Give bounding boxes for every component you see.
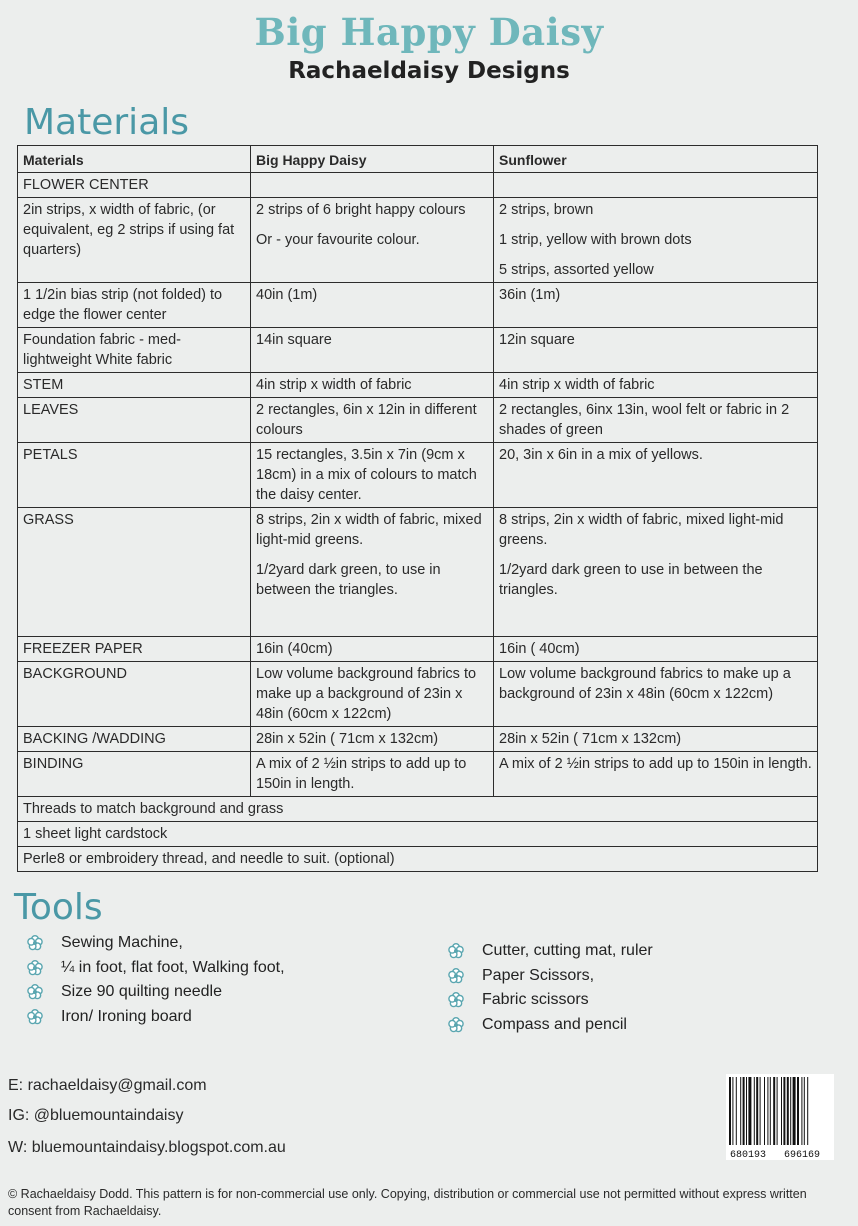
copyright-notice: © Rachaeldaisy Dodd. This pattern is for non-commercial use only. Copying, distribution or commercial use not permitted without express written consent from Rachaeldaisy. — [8, 1187, 807, 1218]
barcode-bar — [740, 1077, 741, 1145]
sunflower-value — [494, 198, 818, 283]
flower-icon — [448, 968, 464, 984]
flower-icon — [27, 984, 43, 1000]
tool-item — [27, 1005, 285, 1030]
material-item: PETALS — [18, 443, 251, 508]
tool-item — [27, 931, 285, 956]
daisy-value-line: 1/2yard dark green, to use in between the triangles. — [256, 562, 441, 598]
barcode-bar — [783, 1077, 785, 1145]
barcode-bar — [743, 1077, 745, 1145]
material-note: Perle8 or embroidery thread, and needle to suit. (optional) — [18, 847, 818, 872]
material-item: BINDING — [18, 752, 251, 797]
page-title: Big Happy Daisy — [254, 10, 604, 54]
material-item: Foundation fabric - med-lightweight White fabric — [18, 328, 251, 373]
material-item: 1 1/2in bias strip (not folded) to edge the flower center — [18, 283, 251, 328]
table-row — [18, 173, 818, 198]
column-header: Materials — [18, 146, 251, 173]
tool-label: Cutter, cutting mat, ruler — [482, 942, 653, 960]
material-item: STEM — [18, 373, 251, 398]
daisy-value — [251, 283, 494, 328]
barcode-bar — [746, 1077, 747, 1145]
material-item: FLOWER CENTER — [18, 173, 251, 198]
flower-icon — [27, 960, 43, 976]
barcode-bar — [732, 1077, 733, 1145]
tool-item — [448, 964, 653, 989]
sunflower-value — [494, 752, 818, 797]
sunflower-value-line: 36in (1m) — [499, 287, 561, 303]
tools-heading: Tools — [14, 887, 103, 928]
tool-label: Fabric scissors — [482, 991, 589, 1009]
tool-item — [448, 988, 653, 1013]
barcode-bar — [770, 1077, 771, 1145]
table-row — [18, 198, 818, 283]
daisy-value-line: Or - your favourite colour. — [256, 232, 420, 248]
sunflower-value — [494, 637, 818, 662]
flower-icon — [448, 1017, 464, 1033]
daisy-value — [251, 508, 494, 637]
table-row — [18, 752, 818, 797]
contact-website: W: bluemountaindaisy.blogspot.com.au — [8, 1139, 286, 1156]
sunflower-value-line: 5 strips, assorted yellow — [499, 262, 654, 278]
barcode-bar — [754, 1077, 755, 1145]
daisy-value — [251, 373, 494, 398]
barcode-bar — [764, 1077, 765, 1145]
daisy-value-line: 4in strip x width of fabric — [256, 377, 412, 393]
tool-label: Sewing Machine, — [61, 934, 183, 952]
barcode — [726, 1074, 834, 1160]
barcode-bar — [748, 1077, 751, 1145]
daisy-value-line: 2 rectangles, 6in x 12in in different colours — [256, 402, 477, 438]
contact-instagram: IG: @bluemountaindaisy — [8, 1107, 184, 1124]
table-header-row — [18, 146, 818, 173]
daisy-value — [251, 443, 494, 508]
material-item: BACKGROUND — [18, 662, 251, 727]
barcode-bar — [729, 1077, 731, 1145]
barcode-right-digits: 696169 — [784, 1150, 821, 1160]
barcode-bar — [790, 1077, 791, 1145]
daisy-value — [251, 198, 494, 283]
tool-label: Paper Scissors, — [482, 966, 595, 984]
column-header: Sunflower — [494, 146, 818, 173]
sunflower-value — [494, 328, 818, 373]
tools-list-right — [448, 939, 653, 1037]
table-row — [18, 443, 818, 508]
daisy-value — [251, 727, 494, 752]
tool-item — [448, 1013, 653, 1038]
barcode-bar — [781, 1077, 782, 1145]
material-item: BACKING /WADDING — [18, 727, 251, 752]
daisy-value-line: 14in square — [256, 332, 332, 348]
barcode-bar — [777, 1077, 778, 1145]
sunflower-value-line: 2 rectangles, 6inx 13in, wool felt or fabric in 2 shades of green — [499, 402, 790, 438]
column-header: Big Happy Daisy — [251, 146, 494, 173]
daisy-value — [251, 662, 494, 727]
sunflower-value-line: 8 strips, 2in x width of fabric, mixed light-mid greens. — [499, 512, 784, 548]
barcode-bar — [801, 1077, 802, 1145]
page-subtitle: Rachaeldaisy Designs — [288, 58, 570, 84]
barcode-left-digits: 680193 — [730, 1150, 767, 1160]
barcode-bar — [760, 1077, 761, 1145]
daisy-value — [251, 398, 494, 443]
barcode-bar — [787, 1077, 789, 1145]
daisy-value — [251, 173, 494, 198]
daisy-value — [251, 752, 494, 797]
table-row — [18, 373, 818, 398]
tool-item — [27, 956, 285, 981]
sunflower-value-line: 28in x 52in ( 71cm x 132cm) — [499, 731, 682, 747]
barcode-bar — [736, 1077, 737, 1145]
sunflower-value — [494, 508, 818, 637]
sunflower-value — [494, 662, 818, 727]
sunflower-value — [494, 373, 818, 398]
sunflower-value-line: 2 strips, brown — [499, 202, 594, 218]
daisy-value-line: 40in (1m) — [256, 287, 318, 303]
tool-label: Iron/ Ironing board — [61, 1007, 192, 1025]
tool-item — [27, 980, 285, 1005]
sunflower-value-line: A mix of 2 ½in strips to add up to 150in in length. — [499, 756, 812, 772]
table-row-full — [18, 797, 818, 822]
table-row — [18, 283, 818, 328]
barcode-background — [726, 1074, 834, 1160]
materials-heading: Materials — [24, 102, 190, 143]
sunflower-value-line: 1/2yard dark green to use in between the triangles. — [499, 562, 763, 598]
material-item: FREEZER PAPER — [18, 637, 251, 662]
sunflower-value-line: 1 strip, yellow with brown dots — [499, 232, 692, 248]
daisy-value-line: Low volume background fabrics to make up a background of 23in x 48in (60cm x 122cm) — [256, 666, 477, 722]
tool-item — [448, 939, 653, 964]
sunflower-value — [494, 727, 818, 752]
sunflower-value-line: Low volume background fabrics to make up a background of 23in x 48in (60cm x 122cm) — [499, 666, 791, 702]
flower-icon — [448, 992, 464, 1008]
material-item: GRASS — [18, 508, 251, 637]
table-row — [18, 662, 818, 727]
table-row — [18, 328, 818, 373]
tool-label: Compass and pencil — [482, 1015, 627, 1033]
sunflower-value-line: 12in square — [499, 332, 575, 348]
daisy-value — [251, 328, 494, 373]
flower-icon — [27, 1009, 43, 1025]
barcode-bar — [767, 1077, 768, 1145]
sunflower-value-line: 16in ( 40cm) — [499, 641, 580, 657]
barcode-bar — [807, 1077, 808, 1145]
sunflower-value-line: 20, 3in x 6in in a mix of yellows. — [499, 447, 703, 463]
table-row-full — [18, 822, 818, 847]
tools-list-left — [27, 931, 285, 1029]
tool-label: Size 90 quilting needle — [61, 983, 223, 1001]
material-note: 1 sheet light cardstock — [18, 822, 818, 847]
daisy-value-line: A mix of 2 ½in strips to add up to 150in in length. — [256, 756, 467, 792]
daisy-value-line: 15 rectangles, 3.5in x 7in (9cm x 18cm) in a mix of colours to match the daisy center. — [256, 447, 477, 503]
daisy-value-line: 2 strips of 6 bright happy colours — [256, 202, 466, 218]
barcode-bar — [793, 1077, 796, 1145]
flower-icon — [448, 943, 464, 959]
material-item: LEAVES — [18, 398, 251, 443]
table-row — [18, 398, 818, 443]
barcode-bar — [773, 1077, 775, 1145]
material-note: Threads to match background and grass — [18, 797, 818, 822]
daisy-value-line: 16in (40cm) — [256, 641, 333, 657]
table-row — [18, 508, 818, 637]
tool-label: ¼ in foot, flat foot, Walking foot, — [61, 958, 285, 976]
sunflower-value — [494, 173, 818, 198]
sunflower-value-line: 4in strip x width of fabric — [499, 377, 655, 393]
sunflower-value — [494, 398, 818, 443]
barcode-bar — [756, 1077, 758, 1145]
table-row — [18, 637, 818, 662]
daisy-value-line: 8 strips, 2in x width of fabric, mixed light-mid greens. — [256, 512, 482, 548]
barcode-bar — [797, 1077, 799, 1145]
daisy-value-line: 28in x 52in ( 71cm x 132cm) — [256, 731, 439, 747]
barcode-bar — [804, 1077, 805, 1145]
flower-icon — [27, 935, 43, 951]
sunflower-value — [494, 283, 818, 328]
material-item: 2in strips, x width of fabric, (or equivalent, eg 2 strips if using fat quarters) — [18, 198, 251, 283]
daisy-value — [251, 637, 494, 662]
table-row-full — [18, 847, 818, 872]
contact-email: E: rachaeldaisy@gmail.com — [8, 1077, 207, 1094]
materials-table — [17, 145, 818, 872]
sunflower-value — [494, 443, 818, 508]
table-row — [18, 727, 818, 752]
